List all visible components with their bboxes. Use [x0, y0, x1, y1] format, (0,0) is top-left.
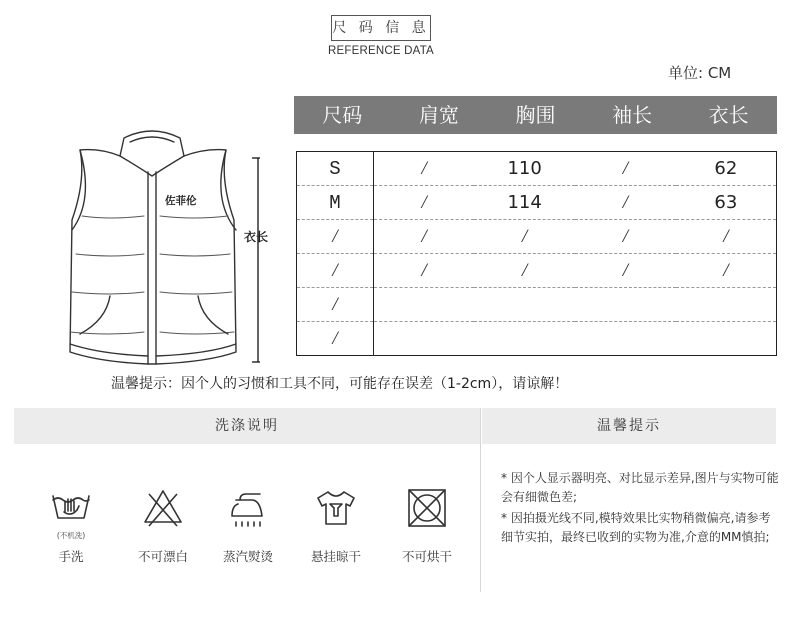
- care-label: 悬挂晾干: [310, 549, 361, 564]
- care-item-steam-iron: [207, 486, 289, 565]
- table-cell: /: [297, 220, 374, 254]
- table-cell: [374, 288, 475, 322]
- table-cell: 110: [474, 152, 575, 186]
- table-cell: /: [575, 152, 676, 186]
- table-row: [297, 152, 777, 186]
- care-item-hand-wash: [30, 486, 112, 565]
- table-row: [297, 186, 777, 220]
- measurement-tip: 温馨提示：因个人的习惯和工具不同，可能存在误差（1-2cm），请谅解！: [111, 376, 569, 392]
- care-heading: 洗涤说明: [14, 408, 480, 444]
- unit-label: 单位: CM: [668, 64, 732, 82]
- table-cell: /: [474, 254, 575, 288]
- section-title: 尺 码 信 息: [331, 15, 431, 41]
- care-label: 不可漂白: [137, 549, 188, 564]
- care-label: 手洗: [58, 549, 84, 564]
- table-cell: /: [374, 152, 475, 186]
- vest-illustration-icon: [60, 120, 260, 380]
- table-cell: [474, 288, 575, 322]
- table-row: [297, 288, 777, 322]
- table-cell: S: [297, 152, 374, 186]
- care-label: 蒸汽熨烫: [222, 549, 273, 564]
- note-item: * 因个人显示器明亮、对比显示差异,图片与实物可能会有细微色差;: [501, 471, 779, 504]
- garment-brand-text: 佐菲伦: [165, 195, 197, 207]
- no-bleach-icon: [141, 486, 185, 530]
- care-item-no-tumble-dry: [386, 486, 468, 565]
- table-cell: [474, 322, 575, 356]
- column-header-chest: 胸围: [515, 103, 556, 127]
- table-cell: /: [676, 220, 777, 254]
- table-cell: [575, 322, 676, 356]
- section-subtitle: REFERENCE DATA: [328, 45, 434, 57]
- size-table: [296, 151, 777, 356]
- table-cell: [575, 288, 676, 322]
- hand-wash-icon: [49, 486, 93, 530]
- table-cell: /: [676, 254, 777, 288]
- table-cell: /: [297, 254, 374, 288]
- table-cell: 63: [676, 186, 777, 220]
- table-cell: /: [374, 254, 475, 288]
- table-cell: /: [575, 220, 676, 254]
- table-cell: /: [374, 186, 475, 220]
- table-cell: /: [474, 220, 575, 254]
- table-cell: 62: [676, 152, 777, 186]
- column-header-length: 衣长: [708, 103, 749, 127]
- care-item-no-bleach: [122, 486, 204, 565]
- table-row: [297, 254, 777, 288]
- column-header-sleeve: 袖长: [612, 103, 653, 127]
- table-cell: M: [297, 186, 374, 220]
- table-cell: /: [297, 288, 374, 322]
- care-item-hang-dry: [295, 486, 377, 565]
- table-row: [297, 322, 777, 356]
- table-cell: /: [575, 186, 676, 220]
- table-cell: [676, 322, 777, 356]
- garment-length-label: 衣长: [244, 230, 269, 244]
- hang-dry-icon: [314, 486, 358, 530]
- section-divider: [480, 408, 481, 592]
- steam-iron-icon: [226, 486, 270, 530]
- column-header-shoulder: 肩宽: [418, 103, 459, 127]
- hand-wash-sub-label: (不机洗): [56, 531, 86, 540]
- table-cell: /: [297, 322, 374, 356]
- notes-list: [487, 469, 779, 548]
- table-cell: 114: [474, 186, 575, 220]
- no-tumble-dry-icon: [405, 486, 449, 530]
- size-table-header: [294, 96, 777, 134]
- note-item: * 因拍摄光线不同,模特效果比实物稍微偏亮,请参考细节实拍，最终已收到的实物为准,介意的MM慎拍;: [501, 511, 771, 544]
- care-label: 不可烘干: [401, 549, 452, 564]
- table-cell: /: [575, 254, 676, 288]
- table-cell: [374, 322, 475, 356]
- notes-heading: 温馨提示: [482, 408, 776, 444]
- column-header-size: 尺码: [322, 103, 363, 127]
- table-cell: /: [374, 220, 475, 254]
- table-row: [297, 220, 777, 254]
- table-cell: [676, 288, 777, 322]
